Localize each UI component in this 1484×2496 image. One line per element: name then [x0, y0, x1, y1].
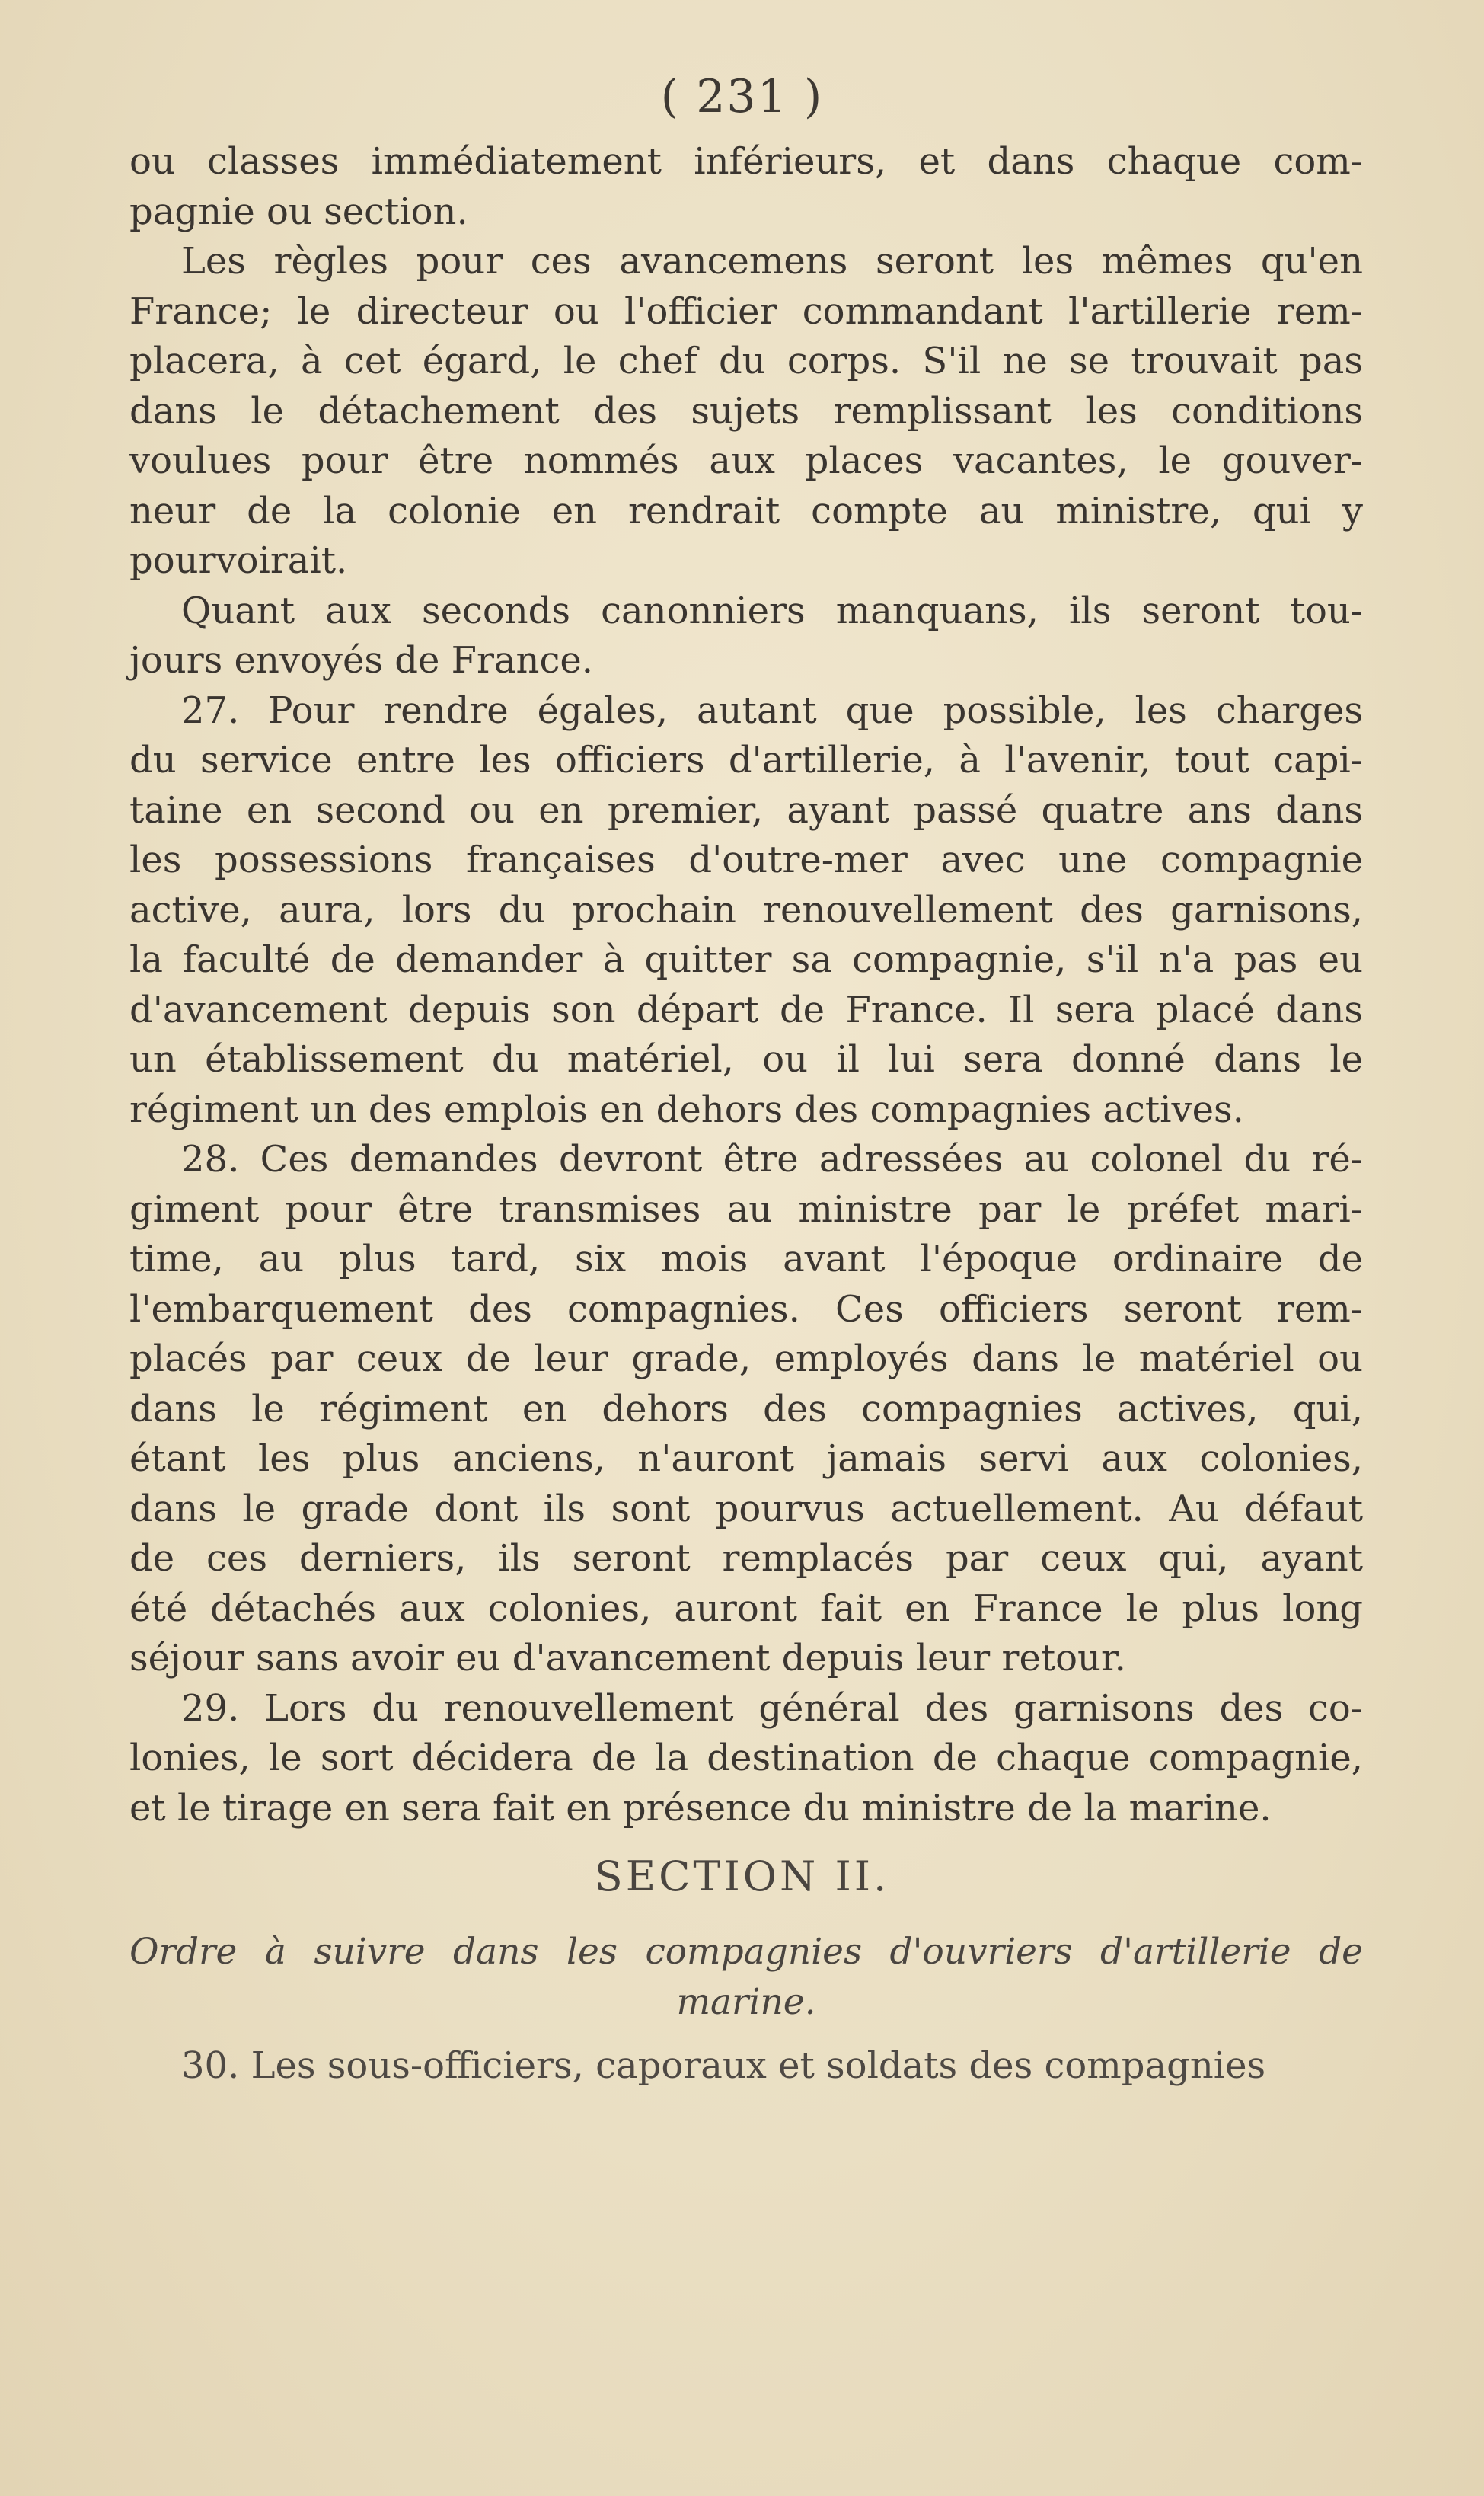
text-line: pourvoirait. [129, 539, 348, 582]
text-line: ou classes immédiatement inférieurs, et dans chaque com- [129, 140, 1363, 183]
text-line: été détachés aux colonies, auront fait en France le plus long [129, 1587, 1363, 1630]
text-line: time, au plus tard, six mois avant l'époque ordinaire de [129, 1238, 1363, 1280]
text-line: Quant aux seconds canonniers manquans, ils seront tou- [181, 589, 1363, 632]
section-heading: SECTION II. [594, 1852, 890, 1900]
text-line: dans le régiment en dehors des compagnies actives, qui, [129, 1387, 1363, 1430]
text-line: séjour sans avoir eu d'avancement depuis leur retour. [129, 1637, 1126, 1679]
text-line: lonies, le sort décidera de la destination de chaque compagnie, [129, 1737, 1363, 1779]
text-line: un établissement du matériel, ou il lui sera donné dans le [129, 1038, 1363, 1081]
text-line: dans le détachement des sujets remplissant les conditions [129, 389, 1363, 433]
text-line: placera, à cet égard, le chef du corps. S'il ne se trouvait pas [129, 340, 1363, 382]
text-line: taine en second ou en premier, ayant passé quatre ans dans [129, 788, 1363, 832]
text-line: pagnie ou section. [129, 190, 468, 233]
text-line: 27. Pour rendre égales, autant que possible, les charges [181, 689, 1363, 732]
page-number: ( 231 ) [660, 70, 824, 123]
text-line: voulues pour être nommés aux places vacantes, le gouver- [129, 439, 1363, 482]
text-line: du service entre les officiers d'artillerie, à l'avenir, tout capi- [129, 739, 1363, 781]
text-line: régiment un des emplois en dehors des compagnies actives. [129, 1088, 1244, 1131]
text-line: de ces derniers, ils seront remplacés par ceux qui, ayant [129, 1537, 1363, 1580]
section-subtitle-line: Ordre à suivre dans les compagnies d'ouvriers d'artillerie de [129, 1931, 1363, 1973]
text-line: 30. Les sous-officiers, caporaux et soldats des compagnies [181, 2044, 1266, 2087]
section-subtitle-line: marine. [676, 1980, 816, 2023]
text-line: France; le directeur ou l'officier commandant l'artillerie rem- [129, 289, 1363, 333]
text-line: étant les plus anciens, n'auront jamais servi aux colonies, [129, 1437, 1363, 1480]
text-line: 29. Lors du renouvellement général des garnisons des co- [181, 1686, 1363, 1730]
text-line: Les règles pour ces avancemens seront les mêmes qu'en [181, 240, 1363, 283]
text-line: les possessions françaises d'outre-mer avec une compagnie [129, 839, 1363, 881]
text-line: placés par ceux de leur grade, employés dans le matériel ou [129, 1337, 1363, 1380]
text-line: active, aura, lors du prochain renouvellement des garnisons, [129, 888, 1363, 932]
text-line: et le tirage en sera fait en présence du ministre de la marine. [129, 1786, 1272, 1830]
text-line: dans le grade dont ils sont pourvus actuellement. Au défaut [129, 1487, 1363, 1530]
text-line: neur de la colonie en rendrait compte au ministre, qui y [129, 489, 1363, 532]
final-paragraph [129, 2041, 1363, 2092]
text-line: l'embarquement des compagnies. Ces officiers seront rem- [129, 1287, 1363, 1331]
text-line: giment pour être transmises au ministre par le préfet mari- [129, 1187, 1363, 1231]
text-line: jours envoyés de France. [129, 639, 593, 682]
text-line: d'avancement depuis son départ de France. Il sera placé dans [129, 988, 1363, 1031]
section-subtitle [129, 1927, 1363, 2027]
text-line: 28. Ces demandes devront être adressées au colonel du ré- [181, 1138, 1363, 1181]
body-text [129, 137, 1363, 1833]
text-line: la faculté de demander à quitter sa compagnie, s'il n'a pas eu [129, 938, 1363, 981]
